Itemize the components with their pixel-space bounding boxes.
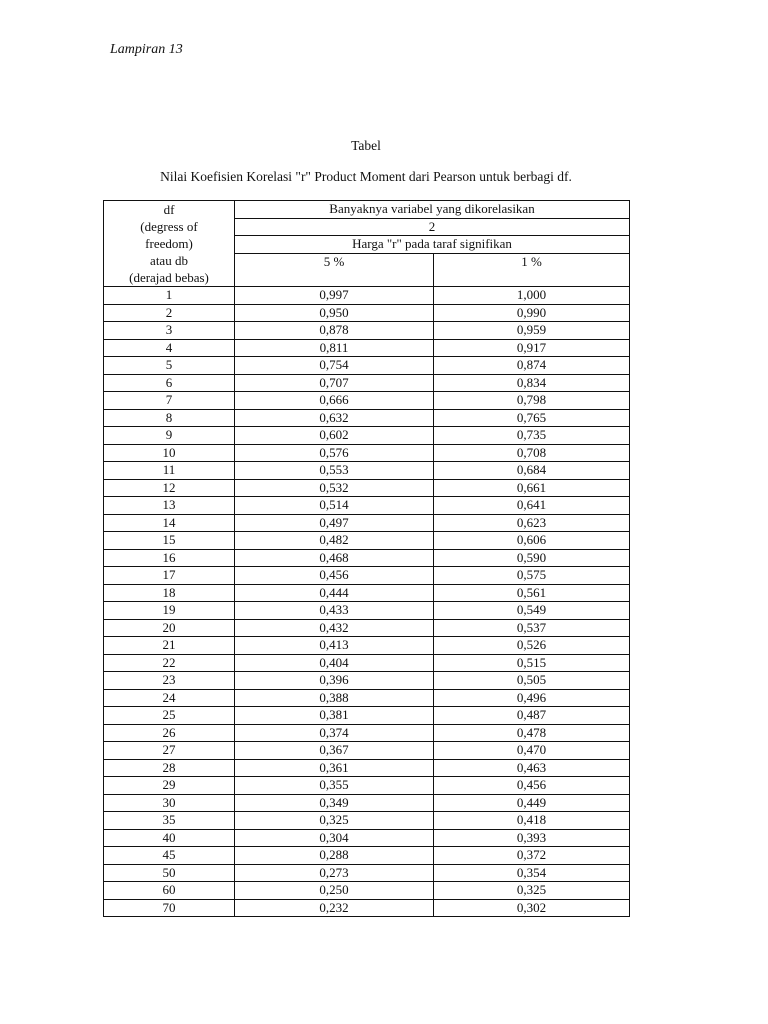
r-1-percent-cell: 0,641: [434, 497, 630, 515]
table-row: [104, 567, 630, 585]
r-5-percent-cell: 0,250: [235, 882, 434, 900]
r-5-percent-cell: 0,576: [235, 444, 434, 462]
df-cell: 5: [104, 357, 235, 375]
df-cell: 14: [104, 514, 235, 532]
table-row: [104, 549, 630, 567]
df-cell: 16: [104, 549, 235, 567]
table-row: [104, 374, 630, 392]
table-row: [104, 619, 630, 637]
df-cell: 11: [104, 462, 235, 480]
table-row: [104, 707, 630, 725]
r-1-percent-cell: 0,798: [434, 392, 630, 410]
df-cell: 25: [104, 707, 235, 725]
r-1-percent-cell: 0,575: [434, 567, 630, 585]
df-cell: 35: [104, 812, 235, 830]
r-1-percent-cell: 0,302: [434, 899, 630, 917]
table-row: [104, 689, 630, 707]
table-row: [104, 882, 630, 900]
r-1-percent-cell: 0,990: [434, 304, 630, 322]
table-row: [104, 497, 630, 515]
r-5-percent-cell: 0,381: [235, 707, 434, 725]
table-row: [104, 532, 630, 550]
df-cell: 40: [104, 829, 235, 847]
table-row: [104, 759, 630, 777]
df-cell: 9: [104, 427, 235, 445]
df-cell: 6: [104, 374, 235, 392]
r-5-percent-cell: 0,232: [235, 899, 434, 917]
table-row: [104, 427, 630, 445]
table-title: Tabel: [351, 138, 381, 153]
df-cell: 3: [104, 322, 235, 340]
df-cell: 21: [104, 637, 235, 655]
r-5-percent-cell: 0,754: [235, 357, 434, 375]
r-5-percent-cell: 0,497: [235, 514, 434, 532]
r-1-percent-cell: 0,449: [434, 794, 630, 812]
r-1-percent-cell: 0,684: [434, 462, 630, 480]
variables-header: Banyaknya variabel yang dikorelasikan: [235, 201, 630, 219]
table-row: [104, 409, 630, 427]
table-row: [104, 777, 630, 795]
df-cell: 13: [104, 497, 235, 515]
df-cell: 7: [104, 392, 235, 410]
r-1-percent-cell: 0,526: [434, 637, 630, 655]
r-1-percent-cell: 0,917: [434, 339, 630, 357]
r-1-percent-cell: 0,623: [434, 514, 630, 532]
r-5-percent-cell: 0,288: [235, 847, 434, 865]
col-1-percent-header: 1 %: [434, 253, 630, 287]
df-header-line: df: [163, 202, 175, 217]
r-5-percent-cell: 0,997: [235, 287, 434, 305]
table-row: [104, 322, 630, 340]
table-body: [104, 201, 630, 917]
table-row: [104, 602, 630, 620]
r-1-percent-cell: 0,590: [434, 549, 630, 567]
r-1-percent-cell: 0,325: [434, 882, 630, 900]
df-header-line: (degress of: [140, 219, 198, 234]
r-5-percent-cell: 0,404: [235, 654, 434, 672]
r-1-percent-cell: 0,537: [434, 619, 630, 637]
r-5-percent-cell: 0,878: [235, 322, 434, 340]
r-5-percent-cell: 0,361: [235, 759, 434, 777]
df-cell: 24: [104, 689, 235, 707]
r-5-percent-cell: 0,432: [235, 619, 434, 637]
page-label: Lampiran 13: [110, 42, 183, 57]
df-cell: 60: [104, 882, 235, 900]
r-1-percent-cell: 0,708: [434, 444, 630, 462]
r-1-percent-cell: 0,735: [434, 427, 630, 445]
r-5-percent-cell: 0,355: [235, 777, 434, 795]
table-row: [104, 724, 630, 742]
df-cell: 70: [104, 899, 235, 917]
df-cell: 8: [104, 409, 235, 427]
df-cell: 10: [104, 444, 235, 462]
r-5-percent-cell: 0,304: [235, 829, 434, 847]
df-cell: 12: [104, 479, 235, 497]
variable-count-header: 2: [235, 218, 630, 236]
df-cell: 20: [104, 619, 235, 637]
significance-header: Harga "r" pada taraf signifikan: [235, 236, 630, 254]
table-caption: Nilai Koefisien Korelasi "r" Product Moment dari Pearson untuk berbagi df.: [160, 169, 572, 184]
r-5-percent-cell: 0,666: [235, 392, 434, 410]
r-1-percent-cell: 0,496: [434, 689, 630, 707]
r-5-percent-cell: 0,514: [235, 497, 434, 515]
df-cell: 26: [104, 724, 235, 742]
r-1-percent-cell: 0,505: [434, 672, 630, 690]
table-row: [104, 672, 630, 690]
r-5-percent-cell: 0,433: [235, 602, 434, 620]
df-cell: 30: [104, 794, 235, 812]
r-5-percent-cell: 0,468: [235, 549, 434, 567]
df-cell: 23: [104, 672, 235, 690]
df-cell: 28: [104, 759, 235, 777]
col-5-percent-header: 5 %: [235, 253, 434, 287]
r-1-percent-cell: 0,606: [434, 532, 630, 550]
table-row: [104, 899, 630, 917]
correlation-table: [103, 200, 630, 917]
r-1-percent-cell: 0,515: [434, 654, 630, 672]
table-row: [104, 392, 630, 410]
table-row: [104, 444, 630, 462]
r-1-percent-cell: 0,463: [434, 759, 630, 777]
r-5-percent-cell: 0,811: [235, 339, 434, 357]
df-header-line: atau db: [150, 253, 188, 268]
r-1-percent-cell: 0,874: [434, 357, 630, 375]
r-5-percent-cell: 0,707: [235, 374, 434, 392]
r-5-percent-cell: 0,482: [235, 532, 434, 550]
table-row: [104, 794, 630, 812]
df-cell: 18: [104, 584, 235, 602]
r-5-percent-cell: 0,413: [235, 637, 434, 655]
r-1-percent-cell: 0,765: [434, 409, 630, 427]
table-row: [104, 742, 630, 760]
df-cell: 4: [104, 339, 235, 357]
r-1-percent-cell: 0,661: [434, 479, 630, 497]
table-row: [104, 339, 630, 357]
df-header-line: freedom): [145, 236, 193, 251]
r-5-percent-cell: 0,553: [235, 462, 434, 480]
r-1-percent-cell: 0,354: [434, 864, 630, 882]
df-header: [104, 201, 235, 287]
table-row: [104, 637, 630, 655]
r-1-percent-cell: 0,487: [434, 707, 630, 725]
df-cell: 22: [104, 654, 235, 672]
df-cell: 29: [104, 777, 235, 795]
table-row: [104, 584, 630, 602]
r-5-percent-cell: 0,374: [235, 724, 434, 742]
r-1-percent-cell: 0,959: [434, 322, 630, 340]
table-row: [104, 304, 630, 322]
r-5-percent-cell: 0,273: [235, 864, 434, 882]
r-5-percent-cell: 0,388: [235, 689, 434, 707]
r-5-percent-cell: 0,950: [235, 304, 434, 322]
r-1-percent-cell: 0,456: [434, 777, 630, 795]
df-cell: 2: [104, 304, 235, 322]
table-row: [104, 812, 630, 830]
r-1-percent-cell: 0,470: [434, 742, 630, 760]
df-cell: 45: [104, 847, 235, 865]
r-5-percent-cell: 0,444: [235, 584, 434, 602]
table-row: [104, 357, 630, 375]
table-row: [104, 864, 630, 882]
df-cell: 50: [104, 864, 235, 882]
r-1-percent-cell: 0,549: [434, 602, 630, 620]
df-header-line: (derajad bebas): [129, 270, 209, 285]
r-5-percent-cell: 0,602: [235, 427, 434, 445]
df-cell: 17: [104, 567, 235, 585]
r-1-percent-cell: 0,834: [434, 374, 630, 392]
r-5-percent-cell: 0,632: [235, 409, 434, 427]
table-row: [104, 479, 630, 497]
df-cell: 15: [104, 532, 235, 550]
r-5-percent-cell: 0,349: [235, 794, 434, 812]
df-cell: 27: [104, 742, 235, 760]
r-5-percent-cell: 0,456: [235, 567, 434, 585]
table-row: [104, 829, 630, 847]
r-5-percent-cell: 0,367: [235, 742, 434, 760]
df-cell: 1: [104, 287, 235, 305]
table-row: [104, 514, 630, 532]
r-1-percent-cell: 0,418: [434, 812, 630, 830]
r-5-percent-cell: 0,325: [235, 812, 434, 830]
df-cell: 19: [104, 602, 235, 620]
table-row: [104, 847, 630, 865]
header-row-variables: [104, 201, 630, 219]
r-1-percent-cell: 1,000: [434, 287, 630, 305]
r-5-percent-cell: 0,532: [235, 479, 434, 497]
table-row: [104, 287, 630, 305]
r-1-percent-cell: 0,393: [434, 829, 630, 847]
r-5-percent-cell: 0,396: [235, 672, 434, 690]
r-1-percent-cell: 0,478: [434, 724, 630, 742]
table-row: [104, 654, 630, 672]
r-1-percent-cell: 0,372: [434, 847, 630, 865]
table-row: [104, 462, 630, 480]
r-1-percent-cell: 0,561: [434, 584, 630, 602]
